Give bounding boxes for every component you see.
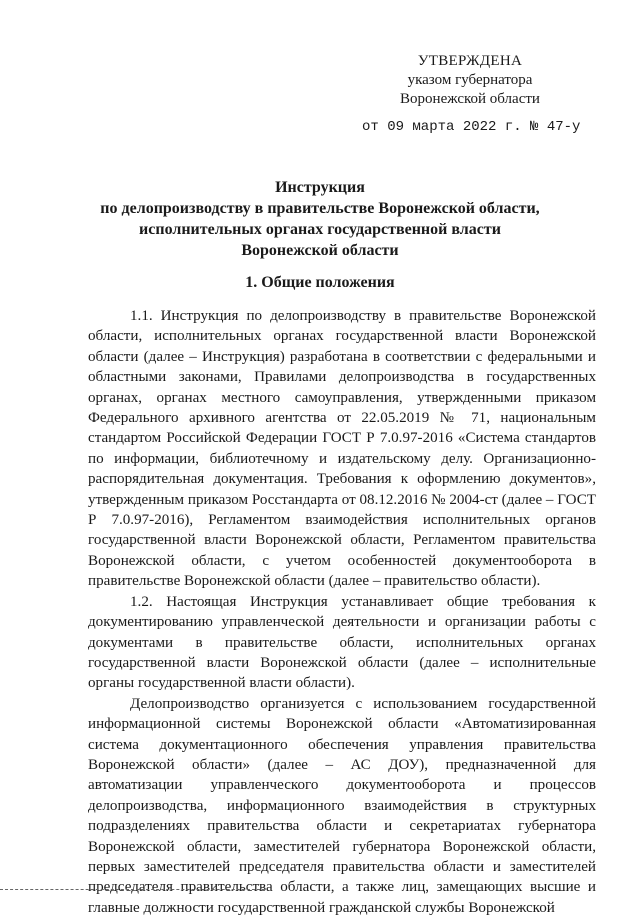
paragraph: 1.2. Настоящая Инструкция устанавливает общие требования к документированию управленческой деятельности и организации работы с документами в правительстве области, исполнительных органах государственной власти Воронежской области (далее – исполнительные органы государственной власти области). [88,593,596,692]
document-body [88,306,596,918]
approval-title: УТВЕРЖДЕНА [417,53,523,69]
decree-reference: от 09 марта 2022 г. № 47-у [362,119,581,135]
document-title-line: исполнительных органах государственной власти [139,221,501,238]
approval-line-1: указом губернатора [407,72,533,88]
document-title-line: Воронежской области [241,242,399,259]
section-heading: 1. Общие положения [245,274,395,291]
document-title-line: Инструкция [275,179,365,196]
paragraph: 1.1. Инструкция по делопроизводству в правительстве Воронежской области, исполнительных органах государственной власти Воронежской области (далее – Инструкция) разработана в соответствии с федеральными и областными законами, Правилами делопроизводства в государственных органах, органах местного самоуправления, утвержденными приказом Федерального архивного агентства от 22.05.2019 № 71, национальным стандартом Российской Федерации ГОСТ Р 7.0.97-2016 «Система стандартов по информации, библиотечному и издательскому делу. Организационно-распорядительная документация. Требования к оформлению документов», утвержденным приказом Росстандарта от 08.12.2016 № 2004-ст (далее – ГОСТ Р 7.0.97-2016), Регламентом взаимодействия исполнительных органов государственной власти Воронежской области, Регламентом правительства Воронежской области, с учетом особенностей документооборота в правительстве Воронежской области (далее – правительство области). [88,308,596,590]
document-title-line: по делопроизводству в правительстве Воронежской области, [100,200,540,217]
footer-divider [0,889,265,890]
document-title [80,177,560,261]
paragraph: Делопроизводство организуется с использованием государственной информационной системы Воронежской области «Автоматизированная система документационного обеспечения управления правительства Воронежской области» (далее – АС ДОУ), предназначенной для автоматизации управленческого документооборота и процессов делопроизводства, информационного взаимодействия в структурных подразделениях правительства области и секретариатах губернатора Воронежской области, заместителей губернатора Воронежской области, первых заместителей председателя правительства области и заместителей председателя правительства области, а также лиц, замещающих высшие и главные должности государственной гражданской службы Воронежской [88,695,596,916]
approval-stamp [340,52,600,135]
approval-line-2: Воронежской области [400,91,540,107]
